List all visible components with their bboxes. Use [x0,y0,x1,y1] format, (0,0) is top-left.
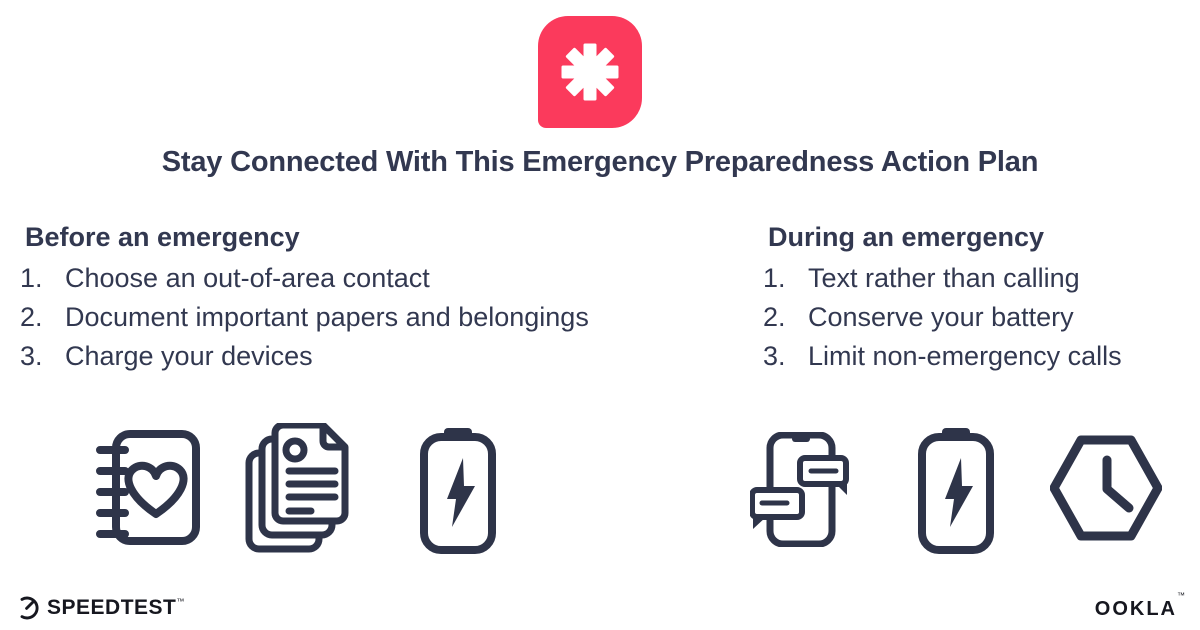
list-item [20,298,720,337]
page-title: Stay Connected With This Emergency Preparedness Action Plan [161,146,1039,178]
charging-battery-icon [420,428,496,559]
list-item [763,259,1193,298]
documents-stack-icon [245,423,355,558]
list-item [20,337,720,376]
during-emergency-section [763,220,1193,376]
list-item-text: Text rather than calling [808,263,1080,293]
charging-battery-icon [918,428,994,559]
phone-text-messages-icon [750,432,850,552]
speedtest-wordmark: SPEEDTEST [47,596,177,619]
list-item-text: Limit non-emergency calls [808,341,1122,371]
during-emergency-heading: During an emergency [768,222,1045,252]
ookla-logo [1094,591,1185,621]
list-item-number: 3. [763,341,786,371]
list-item-text: Document important papers and belongings [65,302,589,332]
before-emergency-heading: Before an emergency [25,222,300,252]
list-item-number: 2. [763,302,786,332]
during-emergency-list [763,259,1193,376]
list-item [763,337,1193,376]
hexagon-clock-icon [1050,433,1162,548]
list-item-text: Charge your devices [65,341,313,371]
ookla-wordmark: OOKLA [1094,598,1177,620]
list-item-number: 2. [20,302,43,332]
list-item-number: 1. [20,263,43,293]
list-item [20,259,720,298]
speedtest-trademark: ™ [176,596,185,606]
before-emergency-section [20,220,720,376]
contacts-notebook-heart-icon [95,430,200,550]
list-item-number: 3. [20,341,43,371]
speedtest-gauge-icon [13,594,41,622]
list-item-text: Choose an out-of-area contact [65,263,430,293]
before-emergency-list [20,259,720,376]
list-item [763,298,1193,337]
ookla-trademark: ™ [1177,591,1185,600]
emergency-badge [538,16,642,128]
list-item-number: 1. [763,263,786,293]
list-item-text: Conserve your battery [808,302,1074,332]
asterisk-icon [538,16,642,128]
speedtest-logo [13,594,184,622]
